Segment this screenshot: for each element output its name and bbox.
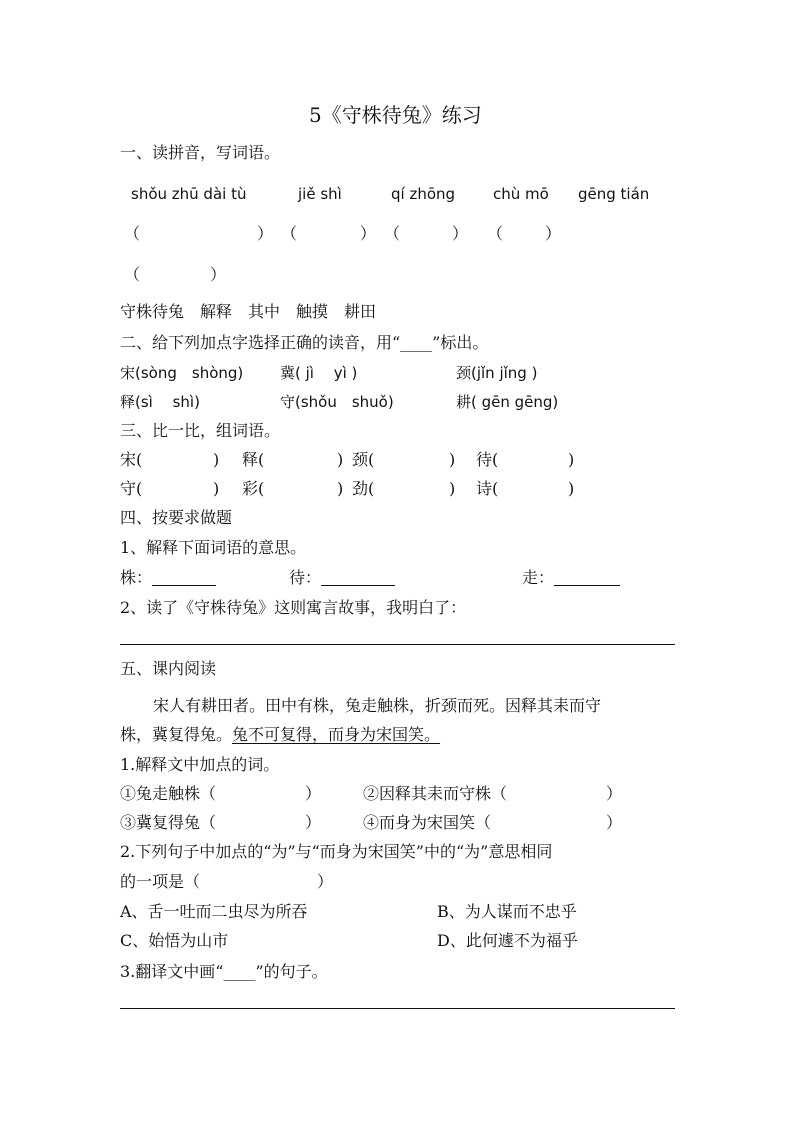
compare-close: ) (449, 450, 456, 469)
define-word-label: 待： (289, 568, 322, 587)
answer-blank[interactable] (321, 569, 395, 586)
define-word-label: 株： (120, 568, 153, 587)
compare-char: 待( (476, 450, 499, 469)
compare-char: 释( (242, 450, 265, 469)
pronunciation-choice: 释(sì shì) (120, 393, 200, 411)
option-d[interactable]: D、此何遽不为福乎 (437, 931, 578, 950)
pinyin-4: chù mō (493, 185, 549, 203)
section-5-heading: 五、课内阅读 (120, 659, 217, 678)
compare-char: 劲( (352, 479, 375, 498)
reading-question-2-cont: 的一项是（ (120, 872, 201, 891)
pinyin-3: qí zhōng (391, 185, 456, 203)
pinyin-5: gēng tián (578, 185, 650, 203)
bracket-open: （ (281, 224, 298, 243)
pronunciation-choice: 耕( gēn gēng) (456, 393, 559, 411)
define-word-label: 走： (522, 568, 555, 587)
option-c[interactable]: C、始悟为山市 (120, 931, 229, 950)
underlined-sentence: 兔不可复得，而身为宋国笑。 (232, 725, 441, 744)
bracket-open: （ (124, 224, 141, 243)
compare-close: ) (213, 479, 220, 498)
explain-item: ③冀复得兔（ (120, 813, 217, 832)
pinyin-2: jiě shì (298, 185, 342, 203)
compare-char: 宋( (120, 450, 143, 469)
pronunciation-choice: 颈(jǐn jǐng ) (456, 364, 538, 382)
reading-question-2: 2.下列句子中加点的“为”与“而身为宋国笑”中的“为”意思相同 (120, 842, 553, 861)
define-word (120, 568, 216, 588)
compare-char: 颈( (352, 450, 375, 469)
compare-char: 守( (120, 479, 143, 498)
section-1-heading: 一、读拼音，写词语。 (120, 143, 281, 162)
pinyin-1: shǒu zhū dài tù (131, 185, 247, 203)
passage-line (120, 725, 440, 745)
pronunciation-choice: 冀( jì yì ) (280, 364, 358, 382)
reading-question-2-close: ） (317, 872, 334, 891)
pronunciation-choice: 守(shǒu shuǒ) (280, 393, 394, 411)
compare-close: ) (449, 479, 456, 498)
compare-close: ) (337, 450, 344, 469)
define-word (289, 568, 395, 588)
section-3-heading: 三、比一比，组词语。 (120, 421, 281, 440)
passage-line: 宋人有耕田者。田中有株，兔走触株，折颈而死。因释其耒而守 (153, 696, 602, 715)
compare-char: 彩( (242, 479, 265, 498)
explain-close: ） (305, 813, 322, 832)
answer-line[interactable] (120, 1008, 675, 1009)
compare-close: ) (337, 479, 344, 498)
bracket-close: ） (545, 224, 562, 243)
bracket-close: ） (360, 224, 377, 243)
bracket-close: ） (257, 224, 274, 243)
bracket-open: （ (487, 224, 504, 243)
answer-blank[interactable] (554, 569, 620, 586)
section-2-heading: 二、给下列加点字选择正确的读音，用“____”标出。 (120, 333, 489, 352)
section-4-heading: 四、按要求做题 (120, 508, 233, 527)
bracket-close: ） (210, 265, 227, 284)
explain-close: ） (606, 813, 623, 832)
pronunciation-choice: 宋(sòng shòng) (120, 364, 244, 382)
section-4-question-2: 2、读了《守株待兔》这则寓言故事，我明白了： (120, 598, 467, 617)
explain-close: ） (606, 784, 623, 803)
explain-close: ） (305, 784, 322, 803)
explain-item: ①兔走触株（ (120, 784, 217, 803)
reading-question-1: 1.解释文中加点的词。 (120, 755, 280, 774)
compare-close: ) (568, 479, 575, 498)
bracket-close: ） (452, 224, 469, 243)
compare-char: 诗( (476, 479, 499, 498)
answer-line[interactable] (120, 644, 675, 645)
option-a[interactable]: A、舌一吐而二虫尽为所吞 (120, 902, 308, 921)
reading-question-3: 3.翻译文中画“____”的句子。 (120, 962, 328, 981)
passage-text: 株，冀复得兔。 (120, 725, 233, 744)
answer-blank[interactable] (152, 569, 216, 586)
bracket-open: （ (124, 265, 141, 284)
section-1-answers: 守株待兔 解释 其中 触摸 耕田 (120, 302, 377, 321)
option-b[interactable]: B、为人谋而不忠乎 (437, 902, 577, 921)
explain-item: ④而身为宋国笑（ (363, 813, 492, 832)
compare-close: ) (213, 450, 220, 469)
compare-close: ) (568, 450, 575, 469)
page-title: 5《守株待兔》练习 (309, 103, 482, 127)
bracket-open: （ (384, 224, 401, 243)
define-word (522, 568, 620, 588)
explain-item: ②因释其耒而守株（ (363, 784, 508, 803)
section-4-question-1: 1、解释下面词语的意思。 (120, 538, 307, 557)
